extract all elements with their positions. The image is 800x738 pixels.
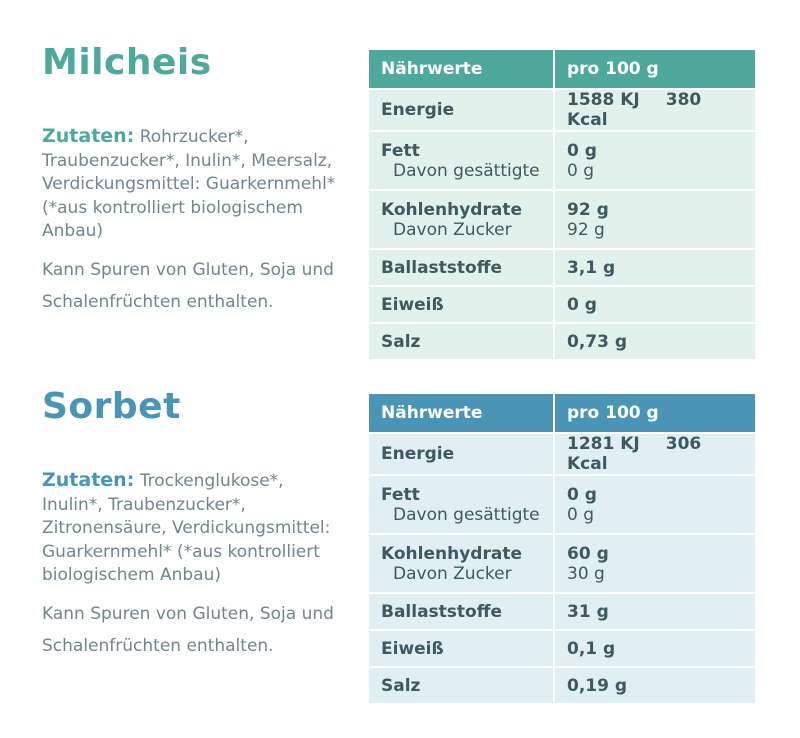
ingredients-text: Trockenglukose*, Inulin*, Traubenzucker*, Zitronensäure, Verdickungsmittel: Guarkernmehl* (*aus kontrolliert biologischem Anbau) (42, 471, 331, 585)
fett-value: 0 g (567, 140, 597, 161)
allergen-note: Kann Spuren von Gluten, Soja und Schalenfrüchten enthalten. (42, 259, 334, 312)
ballaststoffe-label: Ballaststoffe (381, 601, 503, 622)
salz-value: 0,19 g (567, 675, 628, 696)
ballaststoffe-value: 3,1 g (567, 257, 616, 278)
kohlenhydrate-label: Kohlenhydrate (381, 199, 522, 220)
fett-sub-value: 0 g (567, 160, 595, 181)
allergen-note: Kann Spuren von Gluten, Soja und Schalenfrüchten enthalten. (42, 603, 334, 656)
row-kohlenhydrate (368, 190, 756, 249)
row-kohlenhydrate (368, 534, 756, 593)
zucker-value: 30 g (567, 563, 605, 584)
ingredients-label: Zutaten: (42, 469, 135, 491)
table-header-row (368, 49, 756, 89)
fett-value: 0 g (567, 484, 597, 505)
row-ballaststoffe (368, 593, 756, 630)
kohlenhydrate-value: 60 g (567, 543, 609, 564)
fett-sub-label: Davon gesättigte (393, 160, 540, 181)
fett-sub-value: 0 g (567, 504, 595, 525)
row-salz (368, 667, 756, 704)
fett-label: Fett (381, 484, 420, 505)
energie-label: Energie (381, 444, 455, 464)
sorbet-nutrition-table (367, 392, 757, 705)
salz-value: 0,73 g (567, 331, 628, 352)
zucker-label: Davon Zucker (393, 219, 512, 240)
salz-label: Salz (381, 675, 421, 696)
header-naehrwerte: Nährwerte (368, 49, 554, 89)
zucker-label: Davon Zucker (393, 563, 512, 584)
fett-sub-label: Davon gesättigte (393, 504, 540, 525)
row-fett (368, 131, 756, 190)
ballaststoffe-label: Ballaststoffe (381, 257, 503, 278)
row-energie (368, 433, 756, 475)
row-energie (368, 89, 756, 131)
ballaststoffe-value: 31 g (567, 601, 609, 622)
header-pro-100g: pro 100 g (554, 393, 756, 433)
energie-kj: 1588 KJ (567, 90, 640, 110)
sorbet-description (42, 469, 342, 662)
eiweiss-label: Eiweiß (381, 638, 444, 659)
row-eiweiss (368, 630, 756, 667)
row-salz (368, 323, 756, 360)
header-naehrwerte: Nährwerte (368, 393, 554, 433)
energie-label: Energie (381, 100, 455, 120)
fett-label: Fett (381, 140, 420, 161)
energie-kcal: 380 Kcal (567, 90, 702, 130)
kohlenhydrate-value: 92 g (567, 199, 609, 220)
milcheis-description (42, 125, 342, 318)
ingredients-label: Zutaten: (42, 125, 135, 147)
energie-kj: 1281 KJ (567, 434, 640, 454)
sorbet-title: Sorbet (42, 386, 181, 427)
ingredients-text: Rohrzucker*, Traubenzucker*, Inulin*, Meersalz, Verdickungsmittel: Guarkernmehl* (*aus kontrolliert biologischem Anbau) (42, 127, 336, 241)
table-header-row (368, 393, 756, 433)
energie-kcal: 306 Kcal (567, 434, 702, 474)
eiweiss-label: Eiweiß (381, 294, 444, 315)
milcheis-nutrition-table (367, 48, 757, 361)
zucker-value: 92 g (567, 219, 605, 240)
row-eiweiss (368, 286, 756, 323)
milcheis-ingredients (42, 125, 342, 244)
eiweiss-value: 0,1 g (567, 638, 616, 659)
sorbet-ingredients (42, 469, 342, 588)
row-fett (368, 475, 756, 534)
header-pro-100g: pro 100 g (554, 49, 756, 89)
row-ballaststoffe (368, 249, 756, 286)
salz-label: Salz (381, 331, 421, 352)
eiweiss-value: 0 g (567, 294, 597, 315)
kohlenhydrate-label: Kohlenhydrate (381, 543, 522, 564)
milcheis-title: Milcheis (42, 42, 212, 83)
